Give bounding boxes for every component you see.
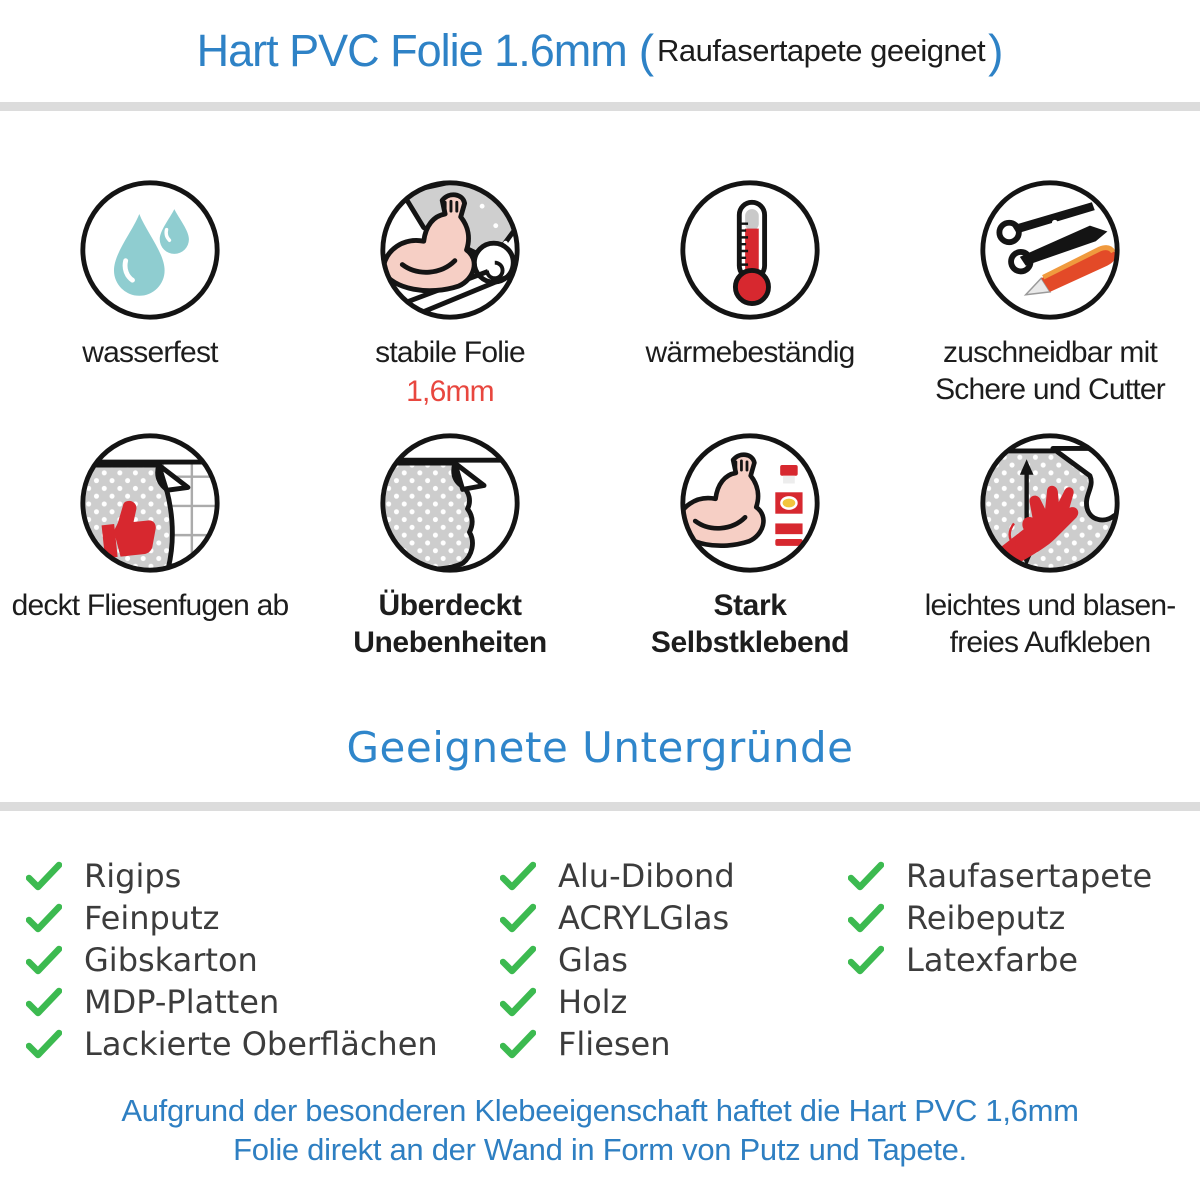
surface-item bbox=[500, 939, 848, 981]
surface-label: Raufasertapete bbox=[906, 857, 1153, 895]
water-drops-icon bbox=[77, 177, 223, 323]
check-icon bbox=[500, 945, 536, 975]
title-main: Hart PVC Folie 1.6mm bbox=[196, 25, 627, 76]
feature-stabile-folie bbox=[300, 177, 600, 410]
title-paren-open: ( bbox=[638, 25, 655, 77]
feature-selbstklebend bbox=[600, 430, 900, 661]
feature-label-line2: Selbstklebend bbox=[650, 626, 850, 659]
surface-label: Feinputz bbox=[84, 899, 220, 937]
surface-item bbox=[500, 1023, 848, 1065]
feature-aufkleben bbox=[900, 430, 1200, 661]
foil-corner-icon bbox=[377, 430, 523, 576]
feature-label: Überdeckt bbox=[378, 589, 522, 622]
surfaces-list bbox=[0, 811, 1200, 1065]
surface-item bbox=[848, 897, 1200, 939]
surface-label: Alu-Dibond bbox=[558, 857, 735, 895]
surface-label: Rigips bbox=[84, 857, 182, 895]
surface-item bbox=[26, 897, 500, 939]
surface-label: Holz bbox=[558, 983, 628, 1021]
check-icon bbox=[848, 861, 884, 891]
surface-label: Glas bbox=[558, 941, 628, 979]
muscle-foil-icon bbox=[377, 177, 523, 323]
check-icon bbox=[26, 903, 62, 933]
feature-label-line2: freies Aufkleben bbox=[949, 626, 1151, 659]
surfaces-column-1 bbox=[26, 855, 500, 1065]
check-icon bbox=[500, 987, 536, 1017]
check-icon bbox=[500, 903, 536, 933]
feature-label: stabile Folie bbox=[375, 336, 525, 369]
surface-item bbox=[26, 855, 500, 897]
surface-item bbox=[500, 855, 848, 897]
surfaces-column-3 bbox=[848, 855, 1200, 1065]
check-icon bbox=[848, 903, 884, 933]
surface-item bbox=[848, 939, 1200, 981]
check-icon bbox=[500, 861, 536, 891]
footer-note bbox=[0, 1091, 1200, 1169]
thermometer-icon bbox=[677, 177, 823, 323]
surface-label: ACRYLGlas bbox=[558, 899, 730, 937]
feature-waermebestaendig bbox=[600, 177, 900, 410]
hand-smoothing-icon bbox=[977, 430, 1123, 576]
feature-label: zuschneidbar mit bbox=[943, 336, 1157, 369]
feature-thickness-label: 1,6mm bbox=[406, 375, 494, 408]
footer-line-2: Folie direkt an der Wand in Form von Putz und Tapete. bbox=[233, 1132, 967, 1167]
feature-label-line2: Schere und Cutter bbox=[935, 373, 1165, 406]
feature-label: deckt Fliesenfugen ab bbox=[11, 589, 289, 622]
feature-label: Stark bbox=[713, 589, 787, 622]
feature-wasserfest bbox=[0, 177, 300, 410]
features-grid bbox=[0, 111, 1200, 661]
surface-label: MDP-Platten bbox=[84, 983, 280, 1021]
surfaces-heading: Geeignete Untergründe bbox=[346, 723, 854, 772]
surface-item bbox=[500, 897, 848, 939]
divider-middle bbox=[0, 802, 1200, 811]
surface-item bbox=[26, 981, 500, 1023]
feature-unebenheiten bbox=[300, 430, 600, 661]
surface-item bbox=[848, 855, 1200, 897]
title-paren-close: ) bbox=[988, 25, 1004, 77]
check-icon bbox=[26, 945, 62, 975]
footer-line-1: Aufgrund der besonderen Klebeeigenschaft haftet die Hart PVC 1,6mm bbox=[121, 1093, 1079, 1128]
title-note: Raufasertapete geeignet bbox=[657, 33, 986, 68]
check-icon bbox=[26, 861, 62, 891]
surfaces-column-2 bbox=[500, 855, 848, 1065]
thumbs-up-tiles-icon bbox=[77, 430, 223, 576]
check-icon bbox=[500, 1029, 536, 1059]
surface-label: Latexfarbe bbox=[906, 941, 1079, 979]
surface-label: Fliesen bbox=[558, 1025, 671, 1063]
muscle-glue-icon bbox=[677, 430, 823, 576]
scissors-cutter-icon bbox=[977, 177, 1123, 323]
surface-label: Reibeputz bbox=[906, 899, 1066, 937]
check-icon bbox=[26, 987, 62, 1017]
feature-label: leichtes und blasen- bbox=[924, 589, 1176, 622]
check-icon bbox=[848, 945, 884, 975]
surface-label: Gibskarton bbox=[84, 941, 258, 979]
surface-item bbox=[26, 1023, 500, 1065]
surface-item bbox=[500, 981, 848, 1023]
surface-item bbox=[26, 939, 500, 981]
feature-fliesenfugen bbox=[0, 430, 300, 661]
page-title bbox=[0, 0, 1200, 102]
feature-label-line2: Unebenheiten bbox=[353, 626, 547, 659]
surface-label: Lackierte Oberflächen bbox=[84, 1025, 438, 1063]
divider-top bbox=[0, 102, 1200, 111]
feature-zuschneidbar bbox=[900, 177, 1200, 410]
feature-label: wasserfest bbox=[82, 336, 218, 369]
feature-label: wärmebeständig bbox=[645, 336, 855, 369]
title-note-group bbox=[639, 24, 1004, 78]
check-icon bbox=[26, 1029, 62, 1059]
